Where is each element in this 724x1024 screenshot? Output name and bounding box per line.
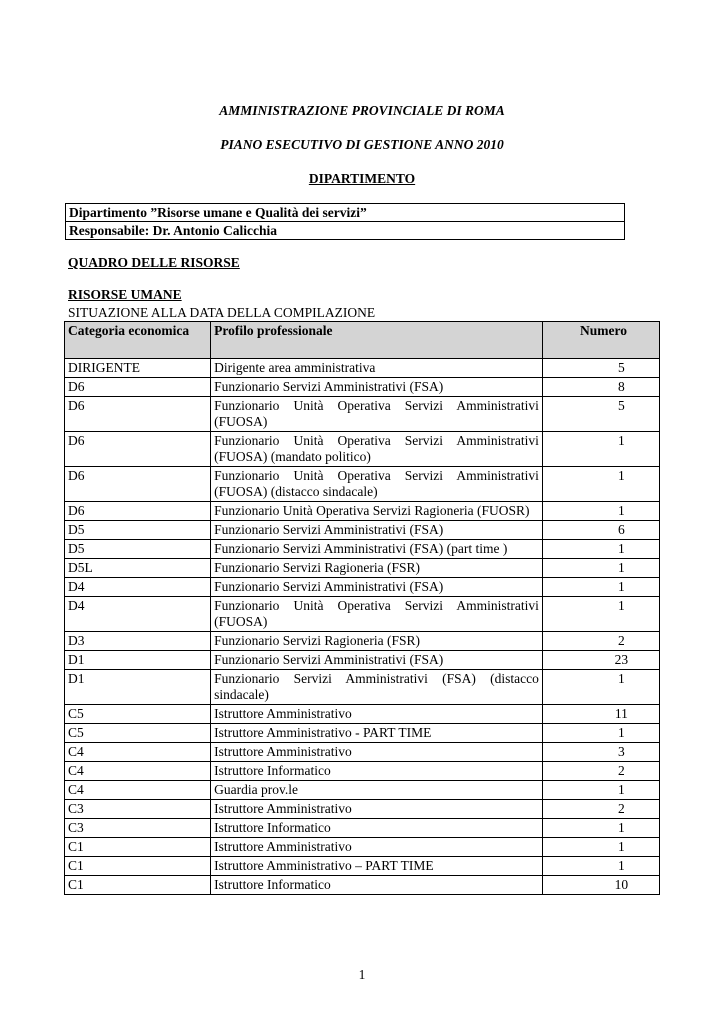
number-cell: 1 bbox=[542, 838, 659, 857]
human-resources-heading: RISORSE UMANE bbox=[68, 287, 182, 302]
number-cell: 1 bbox=[542, 597, 659, 632]
profile-cell: Istruttore Informatico bbox=[211, 762, 543, 781]
profile-cell: Istruttore Amministrativo bbox=[211, 743, 543, 762]
department-box bbox=[65, 203, 625, 240]
profile-cell: Istruttore Informatico bbox=[211, 876, 543, 895]
table-row bbox=[65, 397, 660, 432]
page-number: 1 bbox=[358, 967, 366, 982]
number-cell: 2 bbox=[542, 800, 659, 819]
category-cell: D6 bbox=[65, 467, 211, 502]
profile-cell: Funzionario Servizi Amministrativi (FSA) bbox=[211, 578, 543, 597]
department-name: Dipartimento ”Risorse umane e Qualità dei servizi” bbox=[69, 205, 367, 220]
table-row bbox=[65, 359, 660, 378]
profile-cell: Funzionario Servizi Amministrativi (FSA) bbox=[211, 378, 543, 397]
number-cell: 10 bbox=[542, 876, 659, 895]
table-row bbox=[65, 578, 660, 597]
number-cell: 1 bbox=[542, 857, 659, 876]
category-cell: D4 bbox=[65, 578, 211, 597]
profile-cell: Funzionario Unità Operativa Servizi Amministrativi (FUOSA) bbox=[211, 597, 543, 632]
table-row bbox=[65, 857, 660, 876]
table-header-row bbox=[65, 322, 660, 359]
table-row bbox=[65, 705, 660, 724]
category-cell: D5 bbox=[65, 540, 211, 559]
number-cell: 6 bbox=[542, 521, 659, 540]
category-cell: C4 bbox=[65, 781, 211, 800]
profile-cell: Funzionario Unità Operativa Servizi Amministrativi (FUOSA) (distacco sindacale) bbox=[211, 467, 543, 502]
category-cell: D5L bbox=[65, 559, 211, 578]
number-cell: 11 bbox=[542, 705, 659, 724]
table-body bbox=[65, 359, 660, 895]
department-manager: Responsabile: Dr. Antonio Calicchia bbox=[66, 221, 624, 239]
number-cell: 1 bbox=[542, 781, 659, 800]
table-row bbox=[65, 597, 660, 632]
profile-cell: Dirigente area amministrativa bbox=[211, 359, 543, 378]
category-cell: D6 bbox=[65, 502, 211, 521]
table-row bbox=[65, 743, 660, 762]
number-cell: 1 bbox=[542, 502, 659, 521]
number-cell: 1 bbox=[542, 467, 659, 502]
table-row bbox=[65, 502, 660, 521]
table-row bbox=[65, 432, 660, 467]
table-row bbox=[65, 800, 660, 819]
table-row bbox=[65, 467, 660, 502]
category-cell: D3 bbox=[65, 632, 211, 651]
profile-cell: Funzionario Servizi Amministrativi (FSA) (distacco sindacale) bbox=[211, 670, 543, 705]
category-cell: D1 bbox=[65, 651, 211, 670]
number-cell: 2 bbox=[542, 762, 659, 781]
number-cell: 1 bbox=[542, 432, 659, 467]
category-cell: D6 bbox=[65, 378, 211, 397]
header-profile: Profilo professionale bbox=[211, 322, 543, 359]
number-cell: 5 bbox=[542, 359, 659, 378]
document-title: AMMINISTRAZIONE PROVINCIALE DI ROMA bbox=[219, 103, 505, 118]
profile-cell: Funzionario Servizi Ragioneria (FSR) bbox=[211, 559, 543, 578]
table-row bbox=[65, 819, 660, 838]
table-row bbox=[65, 876, 660, 895]
category-cell: C3 bbox=[65, 819, 211, 838]
profile-cell: Istruttore Informatico bbox=[211, 819, 543, 838]
table-row bbox=[65, 724, 660, 743]
number-cell: 1 bbox=[542, 559, 659, 578]
number-cell: 5 bbox=[542, 397, 659, 432]
number-cell: 2 bbox=[542, 632, 659, 651]
table-row bbox=[65, 559, 660, 578]
profile-cell: Istruttore Amministrativo bbox=[211, 838, 543, 857]
table-row bbox=[65, 632, 660, 651]
profile-cell: Istruttore Amministrativo - PART TIME bbox=[211, 724, 543, 743]
table-row bbox=[65, 781, 660, 800]
number-cell: 23 bbox=[542, 651, 659, 670]
profile-cell: Istruttore Amministrativo bbox=[211, 800, 543, 819]
number-cell: 8 bbox=[542, 378, 659, 397]
profile-cell: Funzionario Unità Operativa Servizi Amministrativi (FUOSA) bbox=[211, 397, 543, 432]
number-cell: 1 bbox=[542, 578, 659, 597]
category-cell: D6 bbox=[65, 432, 211, 467]
category-cell: D4 bbox=[65, 597, 211, 632]
number-cell: 1 bbox=[542, 670, 659, 705]
category-cell: C5 bbox=[65, 705, 211, 724]
category-cell: C4 bbox=[65, 743, 211, 762]
category-cell: D5 bbox=[65, 521, 211, 540]
resources-heading: QUADRO DELLE RISORSE bbox=[68, 255, 240, 270]
profile-cell: Funzionario Servizi Amministrativi (FSA) bbox=[211, 651, 543, 670]
profile-cell: Istruttore Amministrativo – PART TIME bbox=[211, 857, 543, 876]
header-category: Categoria economica bbox=[65, 322, 211, 359]
table-row bbox=[65, 651, 660, 670]
number-cell: 1 bbox=[542, 724, 659, 743]
plan-title: PIANO ESECUTIVO DI GESTIONE ANNO 2010 bbox=[220, 137, 504, 152]
department-heading: DIPARTIMENTO bbox=[308, 171, 416, 186]
table-row bbox=[65, 378, 660, 397]
staff-table bbox=[64, 321, 660, 895]
profile-cell: Funzionario Unità Operativa Servizi Amministrativi (FUOSA) (mandato politico) bbox=[211, 432, 543, 467]
category-cell: D6 bbox=[65, 397, 211, 432]
number-cell: 3 bbox=[542, 743, 659, 762]
situation-subheading: SITUAZIONE ALLA DATA DELLA COMPILAZIONE bbox=[68, 305, 376, 320]
table-row bbox=[65, 521, 660, 540]
profile-cell: Funzionario Servizi Amministrativi (FSA) (part time ) bbox=[211, 540, 543, 559]
header-number: Numero bbox=[542, 322, 659, 359]
category-cell: C1 bbox=[65, 857, 211, 876]
number-cell: 1 bbox=[542, 540, 659, 559]
number-cell: 1 bbox=[542, 819, 659, 838]
category-cell: D1 bbox=[65, 670, 211, 705]
table-row bbox=[65, 540, 660, 559]
category-cell: C1 bbox=[65, 838, 211, 857]
category-cell: C4 bbox=[65, 762, 211, 781]
profile-cell: Guardia prov.le bbox=[211, 781, 543, 800]
category-cell: C1 bbox=[65, 876, 211, 895]
profile-cell: Istruttore Amministrativo bbox=[211, 705, 543, 724]
category-cell: C5 bbox=[65, 724, 211, 743]
profile-cell: Funzionario Servizi Amministrativi (FSA) bbox=[211, 521, 543, 540]
table-row bbox=[65, 670, 660, 705]
profile-cell: Funzionario Servizi Ragioneria (FSR) bbox=[211, 632, 543, 651]
profile-cell: Funzionario Unità Operativa Servizi Ragioneria (FUOSR) bbox=[211, 502, 543, 521]
table-row bbox=[65, 838, 660, 857]
table-row bbox=[65, 762, 660, 781]
category-cell: C3 bbox=[65, 800, 211, 819]
category-cell: DIRIGENTE bbox=[65, 359, 211, 378]
